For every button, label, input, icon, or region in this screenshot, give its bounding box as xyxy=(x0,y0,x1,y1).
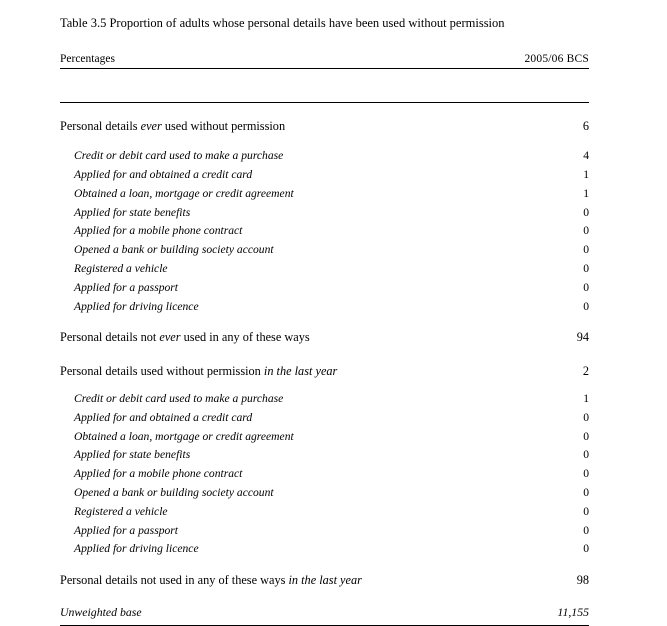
table-row xyxy=(60,166,589,185)
section-heading-ever xyxy=(60,118,285,136)
item-value: 0 xyxy=(583,205,589,219)
section-summary-prefix: Personal details not xyxy=(60,330,160,345)
section-heading-emphasis: ever xyxy=(140,119,162,134)
table-row xyxy=(60,428,589,447)
table-row xyxy=(60,569,589,593)
item-value: 0 xyxy=(583,467,589,481)
item-label: Applied for and obtained a credit card xyxy=(74,410,253,424)
section-summary-last-year xyxy=(60,572,362,590)
item-value: 0 xyxy=(583,299,589,313)
item-value: 4 xyxy=(583,149,589,163)
item-value: 0 xyxy=(583,243,589,257)
item-label: Applied for state benefits xyxy=(74,205,191,219)
table-row xyxy=(60,484,589,503)
header-rule xyxy=(60,68,589,69)
table-row xyxy=(60,446,589,465)
table-top-rule xyxy=(60,102,589,103)
item-value: 0 xyxy=(583,486,589,500)
item-label: Applied for a mobile phone contract xyxy=(74,224,243,238)
item-value: 0 xyxy=(583,523,589,537)
section-summary-value: 94 xyxy=(576,330,589,345)
section-heading-value: 6 xyxy=(582,119,589,134)
item-value: 0 xyxy=(583,280,589,294)
table-title: Table 3.5 Proportion of adults whose personal details have been used without permission xyxy=(60,16,505,30)
section-heading-last-year xyxy=(60,363,337,381)
section-summary-emphasis: ever xyxy=(159,330,181,345)
item-value: 0 xyxy=(583,542,589,556)
item-value: 0 xyxy=(583,261,589,275)
item-value: 1 xyxy=(583,186,589,200)
section-summary-emphasis: in the last year xyxy=(288,573,362,588)
section-summary-value: 98 xyxy=(576,573,589,588)
section-heading-value: 2 xyxy=(582,364,589,379)
item-value: 0 xyxy=(583,410,589,424)
table-row xyxy=(60,522,589,541)
item-label: Applied for state benefits xyxy=(74,448,191,462)
section-heading-emphasis: in the last year xyxy=(263,364,338,379)
item-value: 0 xyxy=(583,224,589,238)
table-row xyxy=(60,115,589,139)
item-value: 0 xyxy=(583,504,589,518)
item-label: Credit or debit card used to make a purchase xyxy=(74,149,284,163)
table-row xyxy=(60,260,589,279)
item-label: Applied for driving licence xyxy=(74,542,199,556)
item-value: 0 xyxy=(583,429,589,443)
item-value: 0 xyxy=(583,448,589,462)
item-label: Credit or debit card used to make a purchase xyxy=(74,392,284,406)
item-label: Opened a bank or building society account xyxy=(74,243,274,257)
item-label: Obtained a loan, mortgage or credit agreement xyxy=(74,429,294,443)
table-body xyxy=(60,115,589,622)
table-row xyxy=(60,326,589,350)
table-row xyxy=(60,279,589,298)
table-row xyxy=(60,222,589,241)
table-row xyxy=(60,409,589,428)
table-row xyxy=(60,204,589,223)
section-summary-suffix: used in any of these ways xyxy=(180,330,310,345)
item-value: 1 xyxy=(583,168,589,181)
table-row xyxy=(60,298,589,317)
unweighted-base-label: Unweighted base xyxy=(60,605,142,620)
table-row xyxy=(60,540,589,559)
section-heading-prefix: Personal details xyxy=(60,119,141,134)
item-label: Applied for driving licence xyxy=(74,299,199,313)
item-label: Registered a vehicle xyxy=(74,504,168,518)
item-label: Opened a bank or building society account xyxy=(74,486,274,500)
table-row xyxy=(60,185,589,204)
section-summary-prefix: Personal details not used in any of these ways xyxy=(60,573,289,588)
table-row xyxy=(60,241,589,260)
section-heading-suffix: used without permission xyxy=(161,119,286,134)
table-row xyxy=(60,390,589,409)
unit-label: Percentages xyxy=(60,53,115,66)
section-heading-prefix: Personal details used without permission xyxy=(60,364,264,379)
item-label: Applied for and obtained a credit card xyxy=(74,168,253,181)
item-label: Applied for a passport xyxy=(74,280,179,294)
item-label: Obtained a loan, mortgage or credit agreement xyxy=(74,186,294,200)
section-summary-ever xyxy=(60,329,310,347)
item-label: Applied for a mobile phone contract xyxy=(74,467,243,481)
table-row xyxy=(60,360,589,384)
table-row xyxy=(60,465,589,484)
item-label: Registered a vehicle xyxy=(74,261,168,275)
item-value: 1 xyxy=(583,392,589,406)
item-label: Applied for a passport xyxy=(74,523,179,537)
unweighted-base-value: 11,155 xyxy=(557,605,589,620)
column-header-bcs: 2005/06 BCS xyxy=(524,53,589,66)
table-row xyxy=(60,603,589,622)
table-column-header-row xyxy=(60,53,589,68)
table-row xyxy=(60,147,589,166)
table-row xyxy=(60,503,589,522)
